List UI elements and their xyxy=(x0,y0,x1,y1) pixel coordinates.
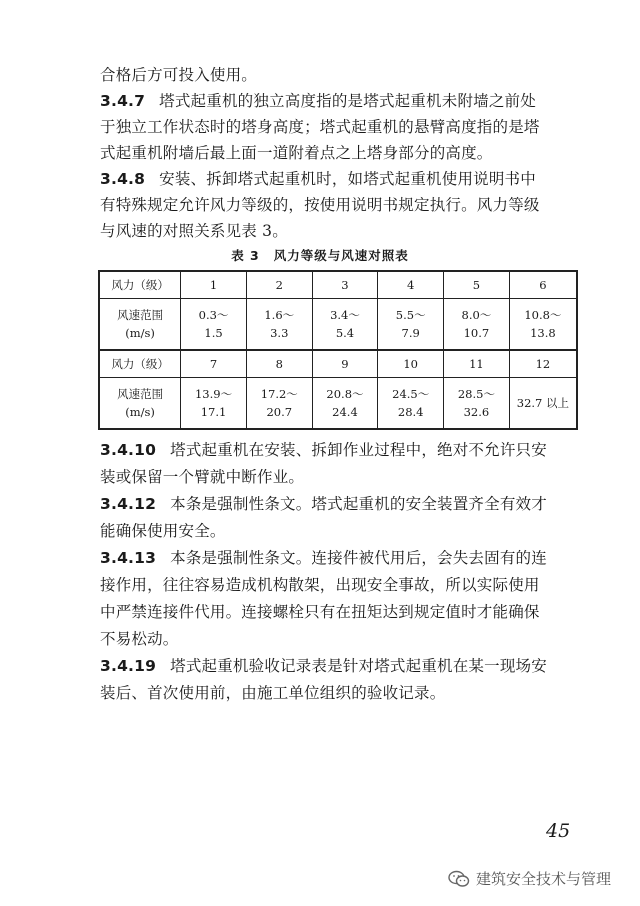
paragraph-line: 接作用，往往容易造成机构散架，出现安全事故，所以实际使用 xyxy=(100,576,540,594)
clause-number: 3.4.12 xyxy=(100,495,157,513)
paragraph-3-4-19 xyxy=(100,653,578,680)
header-unit: (m/s) xyxy=(125,405,155,419)
table-row xyxy=(99,350,577,378)
clause-number: 3.4.8 xyxy=(100,170,146,188)
paragraph-3-4-12 xyxy=(100,491,578,518)
paragraph-line: 塔式起重机验收记录表是针对塔式起重机在某一现场安 xyxy=(170,657,547,675)
table-cell: 11 xyxy=(444,350,510,378)
range-to: 1.5 xyxy=(204,326,223,340)
table-title: 风力等级与风速对照表 xyxy=(273,248,409,263)
wechat-icon xyxy=(448,870,470,888)
header-unit: (m/s) xyxy=(125,326,155,340)
table-cell: 9 xyxy=(312,350,378,378)
table-cell xyxy=(509,299,577,351)
table-cell xyxy=(378,299,444,351)
row-header-speed xyxy=(99,299,181,351)
watermark-text: 建筑安全技术与管理 xyxy=(476,870,612,888)
text-section-top xyxy=(100,62,578,244)
watermark xyxy=(448,868,611,889)
table-cell: 4 xyxy=(378,271,444,299)
range-from: 24.5～ xyxy=(392,387,430,401)
table-number: 表 3 xyxy=(231,248,260,263)
table-cell: 2 xyxy=(246,271,312,299)
paragraph-line: 式起重机附墙后最上面一道附着点之上塔身部分的高度。 xyxy=(100,144,493,162)
table-cell: 6 xyxy=(509,271,577,299)
range-from: 5.5～ xyxy=(395,308,426,322)
range-from: 0.3～ xyxy=(198,308,229,322)
paragraph-line: 安装、拆卸塔式起重机时，如塔式起重机使用说明书中 xyxy=(159,170,536,188)
paragraph-line: 有特殊规定允许风力等级的，按使用说明书规定执行。风力等级 xyxy=(100,196,540,214)
paragraph-3-4-13 xyxy=(100,545,578,572)
range-to: 13.8 xyxy=(530,326,556,340)
table-cell xyxy=(181,378,247,430)
range-from: 3.4～ xyxy=(330,308,360,322)
table-cell xyxy=(509,378,577,430)
range-from: 10.8～ xyxy=(524,308,562,322)
paragraph-line: 与风速的对照关系见表 3。 xyxy=(100,222,288,240)
clause-number: 3.4.19 xyxy=(100,657,157,675)
paragraph-3-4-8 xyxy=(100,166,578,192)
range-from: 13.9～ xyxy=(194,387,233,401)
table-cell: 1 xyxy=(181,271,247,299)
table-cell: 5 xyxy=(444,271,510,299)
table-row xyxy=(99,271,577,299)
paragraph-line: 本条是强制性条文。塔式起重机的安全装置齐全有效才 xyxy=(170,495,547,513)
range-from: 17.2～ xyxy=(260,387,298,401)
text-section-bottom xyxy=(100,437,578,707)
paragraph-line: 中严禁连接件代用。连接螺栓只有在扭矩达到规定值时才能确保 xyxy=(100,603,540,621)
range-to: 28.4 xyxy=(397,405,424,419)
table-row xyxy=(99,299,577,351)
paragraph-line: 塔式起重机的独立高度指的是塔式起重机未附墙之前处 xyxy=(159,92,536,110)
paragraph-line: 本条是强制性条文。连接件被代用后，会失去固有的连 xyxy=(170,549,547,567)
range-from: 1.6～ xyxy=(264,308,295,322)
table-cell: 7 xyxy=(181,350,247,378)
header-line: 风速范围 xyxy=(117,308,164,322)
range-to: 32.6 xyxy=(463,405,490,419)
table-cell xyxy=(312,299,378,351)
range-from: 28.5～ xyxy=(457,387,495,401)
paragraph-continuation: 合格后方可投入使用。 xyxy=(100,66,258,84)
table-cell: 12 xyxy=(509,350,577,378)
page-number: 45 xyxy=(546,820,571,842)
range-from: 8.0～ xyxy=(461,308,492,322)
paragraph-line: 装或保留一个臂就中断作业。 xyxy=(100,468,305,486)
table-cell xyxy=(312,378,378,430)
table-cell: 10 xyxy=(378,350,444,378)
range-to: 3.3 xyxy=(270,326,289,340)
table-cell: 8 xyxy=(246,350,312,378)
row-header-level: 风力（级） xyxy=(99,271,181,299)
range-to: 5.4 xyxy=(335,326,355,340)
clause-number: 3.4.13 xyxy=(100,549,157,567)
table-cell xyxy=(444,299,510,351)
range-to: 10.7 xyxy=(463,326,490,340)
row-header-speed xyxy=(99,378,181,430)
range-from: 20.8～ xyxy=(326,387,364,401)
paragraph-line: 塔式起重机在安装、拆卸作业过程中，绝对不允许只安 xyxy=(170,441,547,459)
table-cell xyxy=(181,299,247,351)
table-caption xyxy=(0,246,640,264)
header-line: 风速范围 xyxy=(117,387,164,401)
clause-number: 3.4.7 xyxy=(100,92,146,110)
paragraph-line: 能确保使用安全。 xyxy=(100,522,226,540)
paragraph-3-4-10 xyxy=(100,437,578,464)
row-header-level: 风力（级） xyxy=(99,350,181,378)
range-to: 24.4 xyxy=(332,405,358,419)
paragraph-line: 不易松动。 xyxy=(100,630,179,648)
range-to: 17.1 xyxy=(200,405,227,419)
clause-number: 3.4.10 xyxy=(100,441,157,459)
paragraph-3-4-7 xyxy=(100,88,578,114)
table-cell xyxy=(444,378,510,430)
table-cell xyxy=(378,378,444,430)
table-row xyxy=(99,378,577,430)
paragraph-line: 于独立工作状态时的塔身高度；塔式起重机的悬臂高度指的是塔 xyxy=(100,118,540,136)
wind-scale-table xyxy=(98,270,578,430)
table-cell xyxy=(246,378,312,430)
range-to: 20.7 xyxy=(266,405,293,419)
range-value: 32.7 以上 xyxy=(516,396,570,410)
range-to: 7.9 xyxy=(401,326,420,340)
table-cell: 3 xyxy=(312,271,378,299)
table-cell xyxy=(246,299,312,351)
paragraph-line: 装后、首次使用前，由施工单位组织的验收记录。 xyxy=(100,684,446,702)
